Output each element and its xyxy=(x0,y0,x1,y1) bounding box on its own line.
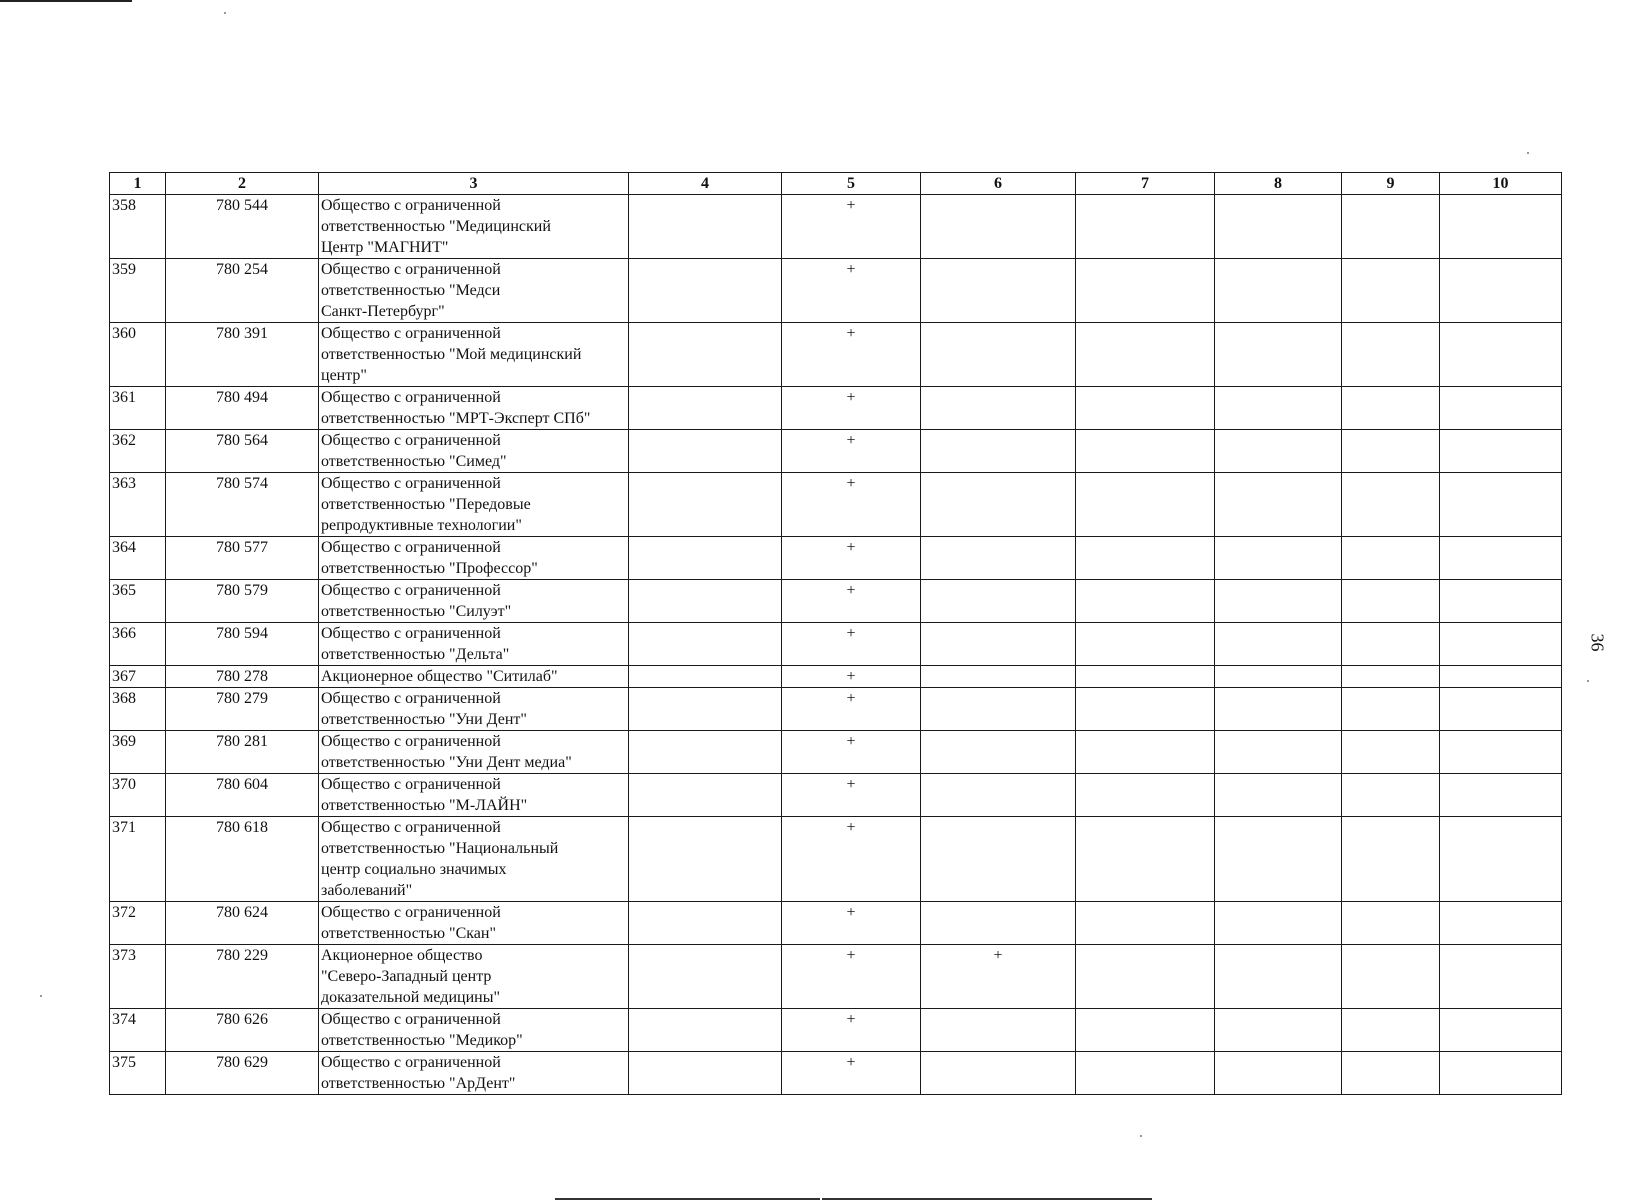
column-header: 9 xyxy=(1342,173,1440,195)
column-10-cell xyxy=(1440,580,1562,623)
column-8-cell xyxy=(1215,666,1342,688)
registry-code-cell: 780 279 xyxy=(166,688,319,731)
registry-code-cell: 780 577 xyxy=(166,537,319,580)
table-row xyxy=(110,731,1562,774)
column-10-cell xyxy=(1440,473,1562,537)
column-7-cell xyxy=(1076,774,1215,817)
column-5-cell: + xyxy=(782,259,921,323)
table-row xyxy=(110,259,1562,323)
column-9-cell xyxy=(1342,1009,1440,1052)
organization-name-cell xyxy=(319,902,629,945)
registry-code-cell: 780 574 xyxy=(166,473,319,537)
column-9-cell xyxy=(1342,473,1440,537)
organization-name-line: ответственностью "Дельта" xyxy=(321,646,510,663)
column-10-cell xyxy=(1440,259,1562,323)
organization-name-cell xyxy=(319,817,629,902)
scan-speck xyxy=(224,12,226,14)
column-5-cell: + xyxy=(782,430,921,473)
column-5-cell: + xyxy=(782,323,921,387)
column-4-cell xyxy=(629,537,782,580)
table-row xyxy=(110,387,1562,430)
column-4-cell xyxy=(629,430,782,473)
column-4-cell xyxy=(629,817,782,902)
organization-name-cell xyxy=(319,666,629,688)
registry-code-cell: 780 624 xyxy=(166,902,319,945)
column-header: 7 xyxy=(1076,173,1215,195)
column-10-cell xyxy=(1440,945,1562,1009)
column-6-cell xyxy=(921,774,1076,817)
organization-name-line: Общество с ограниченной xyxy=(321,539,501,556)
registry-code-cell: 780 626 xyxy=(166,1009,319,1052)
column-header: 6 xyxy=(921,173,1076,195)
page-number: 36 xyxy=(1587,633,1608,652)
organization-name-line: репродуктивные технологии" xyxy=(321,517,522,534)
column-8-cell xyxy=(1215,430,1342,473)
column-5-cell: + xyxy=(782,774,921,817)
organization-name-line: Общество с ограниченной xyxy=(321,690,501,707)
organization-name-line: Общество с ограниченной xyxy=(321,904,501,921)
column-7-cell xyxy=(1076,259,1215,323)
registry-code-cell: 780 629 xyxy=(166,1052,319,1095)
column-8-cell xyxy=(1215,580,1342,623)
organization-name-line: ответственностью "Медицинский xyxy=(321,218,551,235)
column-6-cell: + xyxy=(921,945,1076,1009)
organization-name-line: ответственностью "Передовые xyxy=(321,496,531,513)
column-4-cell xyxy=(629,1009,782,1052)
row-number-cell: 369 xyxy=(110,731,166,774)
table-body xyxy=(110,195,1562,1095)
row-number-cell: 374 xyxy=(110,1009,166,1052)
column-6-cell xyxy=(921,473,1076,537)
row-number-cell: 361 xyxy=(110,387,166,430)
column-6-cell xyxy=(921,580,1076,623)
organization-name-cell xyxy=(319,473,629,537)
organization-name-line: Акционерное общество xyxy=(321,947,483,964)
organization-name-line: Общество с ограниченной xyxy=(321,776,501,793)
column-4-cell xyxy=(629,387,782,430)
organization-name-line: ответственностью "Симед" xyxy=(321,453,507,470)
column-4-cell xyxy=(629,473,782,537)
column-number-header-row xyxy=(110,173,1562,195)
organization-name-line: ответственностью "Уни Дент" xyxy=(321,711,527,728)
column-6-cell xyxy=(921,195,1076,259)
column-10-cell xyxy=(1440,623,1562,666)
column-9-cell xyxy=(1342,902,1440,945)
registry-code-cell: 780 281 xyxy=(166,731,319,774)
table-row xyxy=(110,774,1562,817)
organization-name-line: Общество с ограниченной xyxy=(321,475,501,492)
column-8-cell xyxy=(1215,731,1342,774)
table-row xyxy=(110,945,1562,1009)
row-number-cell: 370 xyxy=(110,774,166,817)
column-4-cell xyxy=(629,623,782,666)
organization-name-line: центр социально значимых xyxy=(321,861,507,878)
column-6-cell xyxy=(921,430,1076,473)
column-7-cell xyxy=(1076,1052,1215,1095)
organization-name-cell xyxy=(319,688,629,731)
column-8-cell xyxy=(1215,945,1342,1009)
registry-code-cell: 780 594 xyxy=(166,623,319,666)
column-9-cell xyxy=(1342,430,1440,473)
table-row xyxy=(110,666,1562,688)
registry-code-cell: 780 618 xyxy=(166,817,319,902)
table-row xyxy=(110,580,1562,623)
scan-speck xyxy=(1587,680,1589,682)
organization-name-line: Общество с ограниченной xyxy=(321,733,501,750)
organization-name-line: Общество с ограниченной xyxy=(321,625,501,642)
column-6-cell xyxy=(921,666,1076,688)
organization-name-line: Общество с ограниченной xyxy=(321,197,501,214)
organization-name-cell xyxy=(319,623,629,666)
column-header: 2 xyxy=(166,173,319,195)
column-5-cell: + xyxy=(782,580,921,623)
organization-name-line: Санкт-Петербург" xyxy=(321,303,445,320)
column-8-cell xyxy=(1215,774,1342,817)
row-number-cell: 367 xyxy=(110,666,166,688)
column-9-cell xyxy=(1342,1052,1440,1095)
organization-name-cell xyxy=(319,945,629,1009)
table-row xyxy=(110,902,1562,945)
table-row xyxy=(110,623,1562,666)
organization-name-cell xyxy=(319,580,629,623)
column-6-cell xyxy=(921,259,1076,323)
column-5-cell: + xyxy=(782,902,921,945)
registry-code-cell: 780 278 xyxy=(166,666,319,688)
column-10-cell xyxy=(1440,774,1562,817)
column-7-cell xyxy=(1076,902,1215,945)
column-9-cell xyxy=(1342,666,1440,688)
column-4-cell xyxy=(629,580,782,623)
column-9-cell xyxy=(1342,731,1440,774)
column-9-cell xyxy=(1342,774,1440,817)
registry-code-cell: 780 579 xyxy=(166,580,319,623)
organization-name-cell xyxy=(319,774,629,817)
row-number-cell: 364 xyxy=(110,537,166,580)
registry-code-cell: 780 391 xyxy=(166,323,319,387)
column-9-cell xyxy=(1342,945,1440,1009)
organization-name-line: ответственностью "Национальный xyxy=(321,840,559,857)
column-8-cell xyxy=(1215,473,1342,537)
column-5-cell: + xyxy=(782,473,921,537)
registry-code-cell: 780 544 xyxy=(166,195,319,259)
organization-name-line: Общество с ограниченной xyxy=(321,1011,501,1028)
column-8-cell xyxy=(1215,688,1342,731)
organization-name-line: Общество с ограниченной xyxy=(321,819,501,836)
column-6-cell xyxy=(921,1009,1076,1052)
table-row xyxy=(110,1052,1562,1095)
column-8-cell xyxy=(1215,1009,1342,1052)
organization-name-line: ответственностью "МРТ-Эксперт СПб" xyxy=(321,410,591,427)
organization-name-cell xyxy=(319,387,629,430)
organization-name-line: ответственностью "Силуэт" xyxy=(321,603,512,620)
column-7-cell xyxy=(1076,580,1215,623)
column-6-cell xyxy=(921,731,1076,774)
organization-name-line: Общество с ограниченной xyxy=(321,389,501,406)
registry-code-cell: 780 254 xyxy=(166,259,319,323)
organization-name-line: доказательной медицины" xyxy=(321,989,500,1006)
column-5-cell: + xyxy=(782,195,921,259)
column-9-cell xyxy=(1342,580,1440,623)
column-4-cell xyxy=(629,666,782,688)
column-4-cell xyxy=(629,902,782,945)
column-8-cell xyxy=(1215,1052,1342,1095)
column-5-cell: + xyxy=(782,666,921,688)
column-9-cell xyxy=(1342,817,1440,902)
table-row xyxy=(110,323,1562,387)
column-10-cell xyxy=(1440,537,1562,580)
column-8-cell xyxy=(1215,195,1342,259)
organization-name-line: заболеваний" xyxy=(321,882,413,899)
table-row xyxy=(110,473,1562,537)
column-6-cell xyxy=(921,623,1076,666)
column-7-cell xyxy=(1076,323,1215,387)
column-9-cell xyxy=(1342,387,1440,430)
table-row xyxy=(110,430,1562,473)
organization-name-cell xyxy=(319,259,629,323)
row-number-cell: 360 xyxy=(110,323,166,387)
table-row xyxy=(110,195,1562,259)
organization-name-line: Акционерное общество "Ситилаб" xyxy=(321,668,558,685)
column-4-cell xyxy=(629,688,782,731)
column-header: 8 xyxy=(1215,173,1342,195)
organization-name-cell xyxy=(319,1052,629,1095)
column-9-cell xyxy=(1342,688,1440,731)
scan-edge-mark xyxy=(0,0,132,2)
column-8-cell xyxy=(1215,387,1342,430)
column-10-cell xyxy=(1440,1009,1562,1052)
column-7-cell xyxy=(1076,537,1215,580)
column-5-cell: + xyxy=(782,1052,921,1095)
column-10-cell xyxy=(1440,387,1562,430)
column-5-cell: + xyxy=(782,1009,921,1052)
row-number-cell: 372 xyxy=(110,902,166,945)
column-5-cell: + xyxy=(782,817,921,902)
column-6-cell xyxy=(921,537,1076,580)
column-6-cell xyxy=(921,323,1076,387)
column-8-cell xyxy=(1215,817,1342,902)
scan-speck xyxy=(1527,152,1529,154)
column-6-cell xyxy=(921,387,1076,430)
column-6-cell xyxy=(921,902,1076,945)
column-7-cell xyxy=(1076,473,1215,537)
organization-name-line: ответственностью "М-ЛАЙН" xyxy=(321,797,528,814)
column-7-cell xyxy=(1076,817,1215,902)
organization-name-line: ответственностью "Медикор" xyxy=(321,1032,523,1049)
organization-name-line: Общество с ограниченной xyxy=(321,582,501,599)
scan-speck xyxy=(1140,1135,1142,1137)
organization-name-line: центр" xyxy=(321,367,367,384)
organization-name-cell xyxy=(319,195,629,259)
column-5-cell: + xyxy=(782,945,921,1009)
column-7-cell xyxy=(1076,430,1215,473)
column-9-cell xyxy=(1342,195,1440,259)
column-7-cell xyxy=(1076,731,1215,774)
organization-name-line: "Северо-Западный центр xyxy=(321,968,492,985)
column-4-cell xyxy=(629,731,782,774)
column-header: 10 xyxy=(1440,173,1562,195)
table-row xyxy=(110,817,1562,902)
column-9-cell xyxy=(1342,323,1440,387)
organization-name-cell xyxy=(319,731,629,774)
column-6-cell xyxy=(921,688,1076,731)
row-number-cell: 363 xyxy=(110,473,166,537)
column-10-cell xyxy=(1440,817,1562,902)
column-4-cell xyxy=(629,945,782,1009)
table-row xyxy=(110,688,1562,731)
column-5-cell: + xyxy=(782,387,921,430)
column-4-cell xyxy=(629,1052,782,1095)
column-9-cell xyxy=(1342,259,1440,323)
organization-name-cell xyxy=(319,323,629,387)
organization-name-line: Общество с ограниченной xyxy=(321,325,501,342)
column-8-cell xyxy=(1215,902,1342,945)
column-10-cell xyxy=(1440,1052,1562,1095)
row-number-cell: 358 xyxy=(110,195,166,259)
organization-name-cell xyxy=(319,430,629,473)
column-header: 5 xyxy=(782,173,921,195)
row-number-cell: 365 xyxy=(110,580,166,623)
column-10-cell xyxy=(1440,731,1562,774)
column-7-cell xyxy=(1076,195,1215,259)
row-number-cell: 368 xyxy=(110,688,166,731)
organization-name-cell xyxy=(319,537,629,580)
column-4-cell xyxy=(629,323,782,387)
column-9-cell xyxy=(1342,537,1440,580)
column-header: 4 xyxy=(629,173,782,195)
registry-code-cell: 780 564 xyxy=(166,430,319,473)
column-7-cell xyxy=(1076,387,1215,430)
column-8-cell xyxy=(1215,623,1342,666)
organization-name-cell xyxy=(319,1009,629,1052)
organization-name-line: Центр "МАГНИТ" xyxy=(321,239,449,256)
column-8-cell xyxy=(1215,323,1342,387)
column-10-cell xyxy=(1440,323,1562,387)
column-4-cell xyxy=(629,774,782,817)
scan-speck xyxy=(40,995,42,997)
organization-name-line: ответственностью "Мой медицинский xyxy=(321,346,582,363)
column-7-cell xyxy=(1076,945,1215,1009)
table-row xyxy=(110,1009,1562,1052)
column-7-cell xyxy=(1076,666,1215,688)
organization-name-line: ответственностью "Профессор" xyxy=(321,560,538,577)
row-number-cell: 362 xyxy=(110,430,166,473)
row-number-cell: 373 xyxy=(110,945,166,1009)
column-8-cell xyxy=(1215,259,1342,323)
column-header: 1 xyxy=(110,173,166,195)
column-10-cell xyxy=(1440,688,1562,731)
column-header: 3 xyxy=(319,173,629,195)
organization-name-line: Общество с ограниченной xyxy=(321,432,501,449)
registry-code-cell: 780 229 xyxy=(166,945,319,1009)
column-10-cell xyxy=(1440,195,1562,259)
column-7-cell xyxy=(1076,1009,1215,1052)
organization-name-line: ответственностью "Скан" xyxy=(321,925,496,942)
column-4-cell xyxy=(629,259,782,323)
organization-name-line: ответственностью "Медси xyxy=(321,282,501,299)
registry-code-cell: 780 604 xyxy=(166,774,319,817)
row-number-cell: 371 xyxy=(110,817,166,902)
row-number-cell: 375 xyxy=(110,1052,166,1095)
column-10-cell xyxy=(1440,666,1562,688)
row-number-cell: 359 xyxy=(110,259,166,323)
column-7-cell xyxy=(1076,623,1215,666)
organization-name-line: ответственностью "Уни Дент медиа" xyxy=(321,754,572,771)
column-9-cell xyxy=(1342,623,1440,666)
organization-name-line: Общество с ограниченной xyxy=(321,1054,501,1071)
registry-table xyxy=(109,172,1562,1095)
column-7-cell xyxy=(1076,688,1215,731)
column-8-cell xyxy=(1215,537,1342,580)
column-5-cell: + xyxy=(782,688,921,731)
column-5-cell: + xyxy=(782,537,921,580)
column-10-cell xyxy=(1440,902,1562,945)
column-5-cell: + xyxy=(782,623,921,666)
column-5-cell: + xyxy=(782,731,921,774)
column-10-cell xyxy=(1440,430,1562,473)
organization-name-line: ответственностью "АрДент" xyxy=(321,1075,516,1092)
column-4-cell xyxy=(629,195,782,259)
registry-code-cell: 780 494 xyxy=(166,387,319,430)
organization-name-line: Общество с ограниченной xyxy=(321,261,501,278)
table-row xyxy=(110,537,1562,580)
row-number-cell: 366 xyxy=(110,623,166,666)
column-6-cell xyxy=(921,1052,1076,1095)
column-6-cell xyxy=(921,817,1076,902)
